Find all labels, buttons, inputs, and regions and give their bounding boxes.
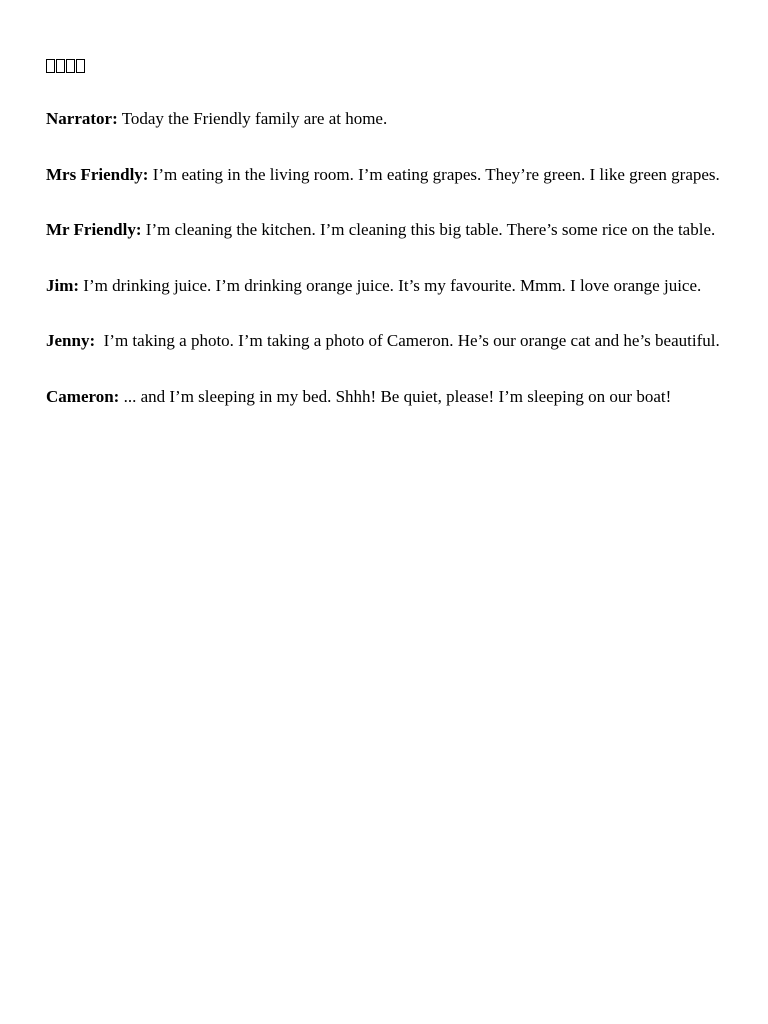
missing-glyph-icon bbox=[46, 59, 55, 73]
document-heading bbox=[46, 54, 726, 78]
dialogue-text: Today the Friendly family are at home. bbox=[117, 109, 388, 128]
dialogue-line-jenny bbox=[46, 322, 726, 360]
dialogue-text: I’m taking a photo. I’m taking a photo of Cameron. He’s our orange cat and he’s beautiful. bbox=[95, 331, 720, 350]
dialogue-line-mr-friendly bbox=[46, 211, 726, 249]
dialogue-text: I’m eating in the living room. I’m eating grapes. They’re green. I like green grapes. bbox=[148, 164, 720, 184]
speaker-label: Jim: bbox=[46, 275, 80, 295]
dialogue-line-cameron bbox=[46, 378, 726, 416]
dialogue-line-jim bbox=[46, 267, 726, 305]
dialogue-text: ... and I’m sleeping in my bed. Shhh! Be quiet, please! I’m sleeping on our boat! bbox=[119, 386, 672, 406]
speaker-label: Mr Friendly: bbox=[46, 220, 142, 239]
missing-glyph-icon bbox=[76, 59, 85, 73]
speaker-label: Narrator: bbox=[46, 109, 118, 128]
dialogue-text: I’m cleaning the kitchen. I’m cleaning this big table. There’s some rice on the table. bbox=[141, 220, 716, 239]
dialogue-text: I’m drinking juice. I’m drinking orange juice. It’s my favourite. Mmm. I love orange juice. bbox=[79, 275, 702, 295]
dialogue-line-mrs-friendly bbox=[46, 156, 726, 194]
missing-glyph-icon bbox=[56, 59, 65, 73]
missing-glyph-icon bbox=[66, 59, 75, 73]
speaker-label: Jenny: bbox=[46, 331, 96, 350]
dialogue-line-narrator bbox=[46, 100, 726, 138]
speaker-label: Cameron: bbox=[46, 386, 120, 406]
document-body bbox=[46, 54, 726, 433]
speaker-label: Mrs Friendly: bbox=[46, 164, 149, 184]
